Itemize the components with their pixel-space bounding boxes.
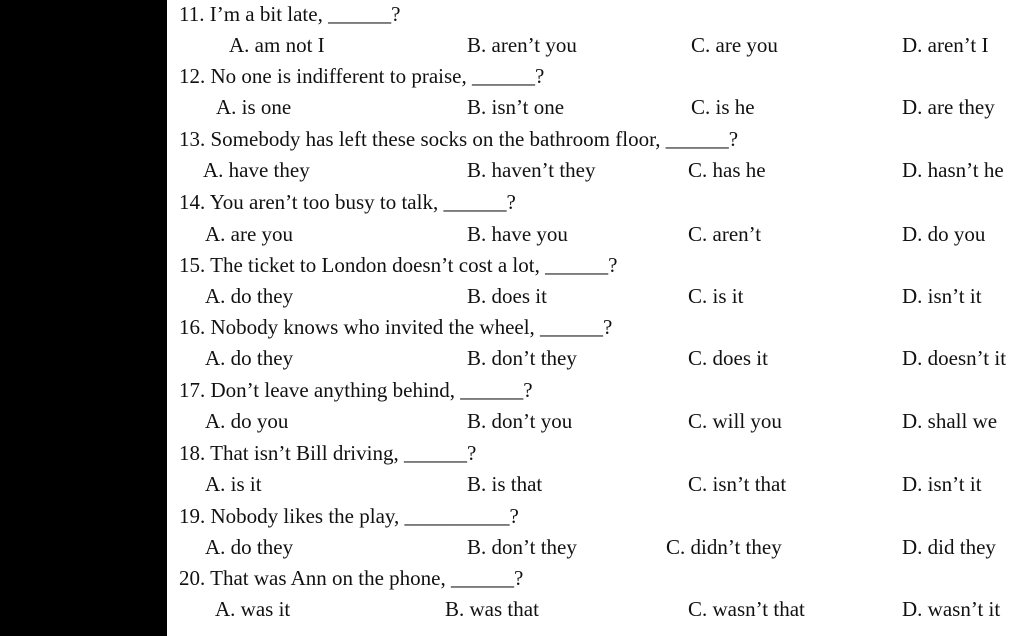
- question-13-stem: 13. Somebody has left these socks on the bathroom floor, ______?: [179, 127, 739, 151]
- question-18-option-d: D. isn’t it: [902, 472, 982, 496]
- question-19-stem: 19. Nobody likes the play, __________?: [179, 504, 519, 528]
- question-20-option-c: C. wasn’t that: [688, 597, 805, 621]
- question-18-option-b: B. is that: [467, 472, 543, 496]
- question-16-stem: 16. Nobody knows who invited the wheel, ______?: [179, 315, 613, 339]
- question-19-option-a: A. do they: [205, 535, 294, 559]
- question-17-option-d: D. shall we: [902, 409, 998, 433]
- question-13-option-a: A. have they: [203, 158, 310, 182]
- question-13-option-d: D. hasn’t he: [902, 158, 1004, 182]
- question-19-option-b: B. don’t they: [467, 535, 577, 559]
- question-15-option-a: A. do they: [205, 284, 294, 308]
- question-14-option-b: B. have you: [467, 222, 568, 246]
- question-20-option-d: D. wasn’t it: [902, 597, 1001, 621]
- question-17-stem: 17. Don’t leave anything behind, ______?: [179, 378, 533, 402]
- question-15-option-d: D. isn’t it: [902, 284, 982, 308]
- question-14-stem: 14. You aren’t too busy to talk, ______?: [179, 190, 516, 214]
- question-11-stem: 11. I’m a bit late, ______?: [179, 2, 401, 26]
- question-16-option-d: D. doesn’t it: [902, 346, 1007, 370]
- question-12-stem: 12. No one is indifferent to praise, ______?: [179, 64, 545, 88]
- question-15-stem: 15. The ticket to London doesn’t cost a lot, ______?: [179, 253, 618, 277]
- question-17-option-b: B. don’t you: [467, 409, 573, 433]
- question-12-option-b: B. isn’t one: [467, 95, 565, 119]
- question-18-stem: 18. That isn’t Bill driving, ______?: [179, 441, 477, 465]
- question-13-option-b: B. haven’t they: [467, 158, 596, 182]
- question-16-option-c: C. does it: [688, 346, 768, 370]
- question-12-option-c: C. is he: [691, 95, 755, 119]
- question-20-option-b: B. was that: [445, 597, 539, 621]
- question-14-option-a: A. are you: [205, 222, 294, 246]
- question-14-option-c: C. aren’t: [688, 222, 762, 246]
- question-11-option-d: D. aren’t I: [902, 33, 989, 57]
- question-13-option-c: C. has he: [688, 158, 766, 182]
- question-17-option-a: A. do you: [205, 409, 289, 433]
- question-11-option-b: B. aren’t you: [467, 33, 577, 57]
- question-12-option-d: D. are they: [902, 95, 995, 119]
- question-16-option-a: A. do they: [205, 346, 294, 370]
- question-11-option-c: C. are you: [691, 33, 778, 57]
- question-19-option-c: C. didn’t they: [666, 535, 782, 559]
- question-18-option-a: A. is it: [205, 472, 262, 496]
- question-15-option-b: B. does it: [467, 284, 547, 308]
- question-11-option-a: A. am not I: [229, 33, 325, 57]
- worksheet-page: [167, 0, 1024, 636]
- question-18-option-c: C. isn’t that: [688, 472, 787, 496]
- question-12-option-a: A. is one: [216, 95, 292, 119]
- question-15-option-c: C. is it: [688, 284, 744, 308]
- question-14-option-d: D. do you: [902, 222, 986, 246]
- question-19-option-d: D. did they: [902, 535, 996, 559]
- question-20-stem: 20. That was Ann on the phone, ______?: [179, 566, 524, 590]
- question-20-option-a: A. was it: [215, 597, 291, 621]
- question-16-option-b: B. don’t they: [467, 346, 577, 370]
- question-17-option-c: C. will you: [688, 409, 782, 433]
